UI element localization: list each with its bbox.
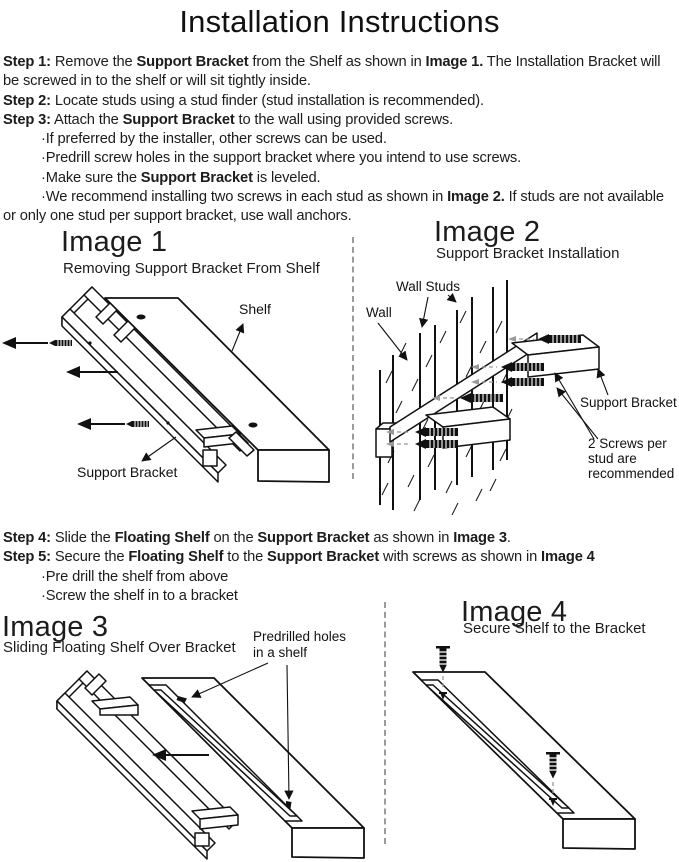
- step-5-text: Step 5: Secure the Floating Shelf to the Support Bracket with screws as shown in Image 4: [3, 549, 595, 566]
- predrilled-holes-label-line2: in a shelf: [253, 645, 308, 660]
- instructions-steps-top: [3, 53, 677, 227]
- figure1-diagram: [0, 280, 350, 525]
- step-3-bullet-2: ·Predrill screw holes in the support bracket where you intend to use screws.: [41, 150, 522, 167]
- screws-note-line3: recommended: [588, 466, 675, 481]
- figure2-diagram: [352, 255, 679, 520]
- step-3-text: Step 3: Attach the Support Bracket to the wall using provided screws.: [3, 111, 454, 128]
- figure3-heading: Image 3: [2, 611, 109, 643]
- instructions-steps-bottom: [3, 529, 677, 606]
- shelf-leader-arrow: [232, 324, 243, 351]
- support-bracket-label: Support Bracket: [580, 395, 677, 410]
- document-title: Installation Instructions: [179, 4, 500, 39]
- figure3-subtitle: Sliding Floating Shelf Over Bracket: [3, 639, 236, 656]
- support-bracket-label: Support Bracket: [77, 464, 178, 480]
- support-bracket-leader-arrow: [598, 369, 608, 395]
- wall-label: Wall: [366, 305, 392, 320]
- figure3-diagram: [0, 625, 385, 862]
- step-3-bullet-3: ·Make sure the Support Bracket is leveled.: [41, 169, 321, 186]
- figure4-diagram: [385, 635, 679, 862]
- step-5-bullet-1: ·Pre drill the shelf from above: [41, 568, 229, 585]
- shelf-label: Shelf: [239, 301, 271, 317]
- step-4-text: Step 4: Slide the Floating Shelf on the Support Bracket as shown in Image 3.: [3, 530, 511, 546]
- step-3-bullet-1: ·If preferred by the installer, other screws can be used.: [41, 131, 387, 148]
- screws-note-line2: stud are: [588, 451, 637, 466]
- figure2-heading: Image 2: [434, 216, 541, 248]
- screws-note-line1: 2 Screws per: [588, 436, 667, 451]
- figure4-heading: Image 4: [461, 596, 568, 628]
- figure2-subtitle: Support Bracket Installation: [436, 245, 620, 262]
- step-5-bullet-2: ·Screw the shelf in to a bracket: [41, 587, 238, 604]
- step-2-text: Step 2: Locate studs using a stud finder (stud installation is recommended).: [3, 92, 484, 109]
- wall-studs-label: Wall Studs: [396, 279, 461, 294]
- figure1-subtitle: Removing Support Bracket From Shelf: [63, 260, 320, 277]
- step-1-text: Step 1: Remove the Support Bracket from the Shelf as shown in Image 1. The Installation Bracket will be screwed in to the shelf or will sit tightly inside.: [3, 54, 661, 90]
- step-3-bullet-4: ·We recommend installing two screws in each stud as shown in Image 2. If studs are not available or only one stud per support bracket, use wall anchors.: [3, 189, 664, 225]
- screw-icon: [126, 421, 149, 427]
- figure1-heading: Image 1: [61, 226, 168, 258]
- wall-studs-leader-arrow-2: [448, 295, 456, 302]
- figure4-subtitle: Secure Shelf to the Bracket: [463, 620, 646, 637]
- wall-studs-leader-arrow-1: [422, 297, 428, 327]
- screw-icon: [49, 340, 72, 346]
- support-bracket-leader-arrow: [142, 437, 176, 461]
- floating-shelf-drawing: [413, 672, 635, 849]
- predrilled-holes-label-line1: Predrilled holes: [253, 629, 347, 644]
- wall-leader-arrow: [378, 323, 407, 360]
